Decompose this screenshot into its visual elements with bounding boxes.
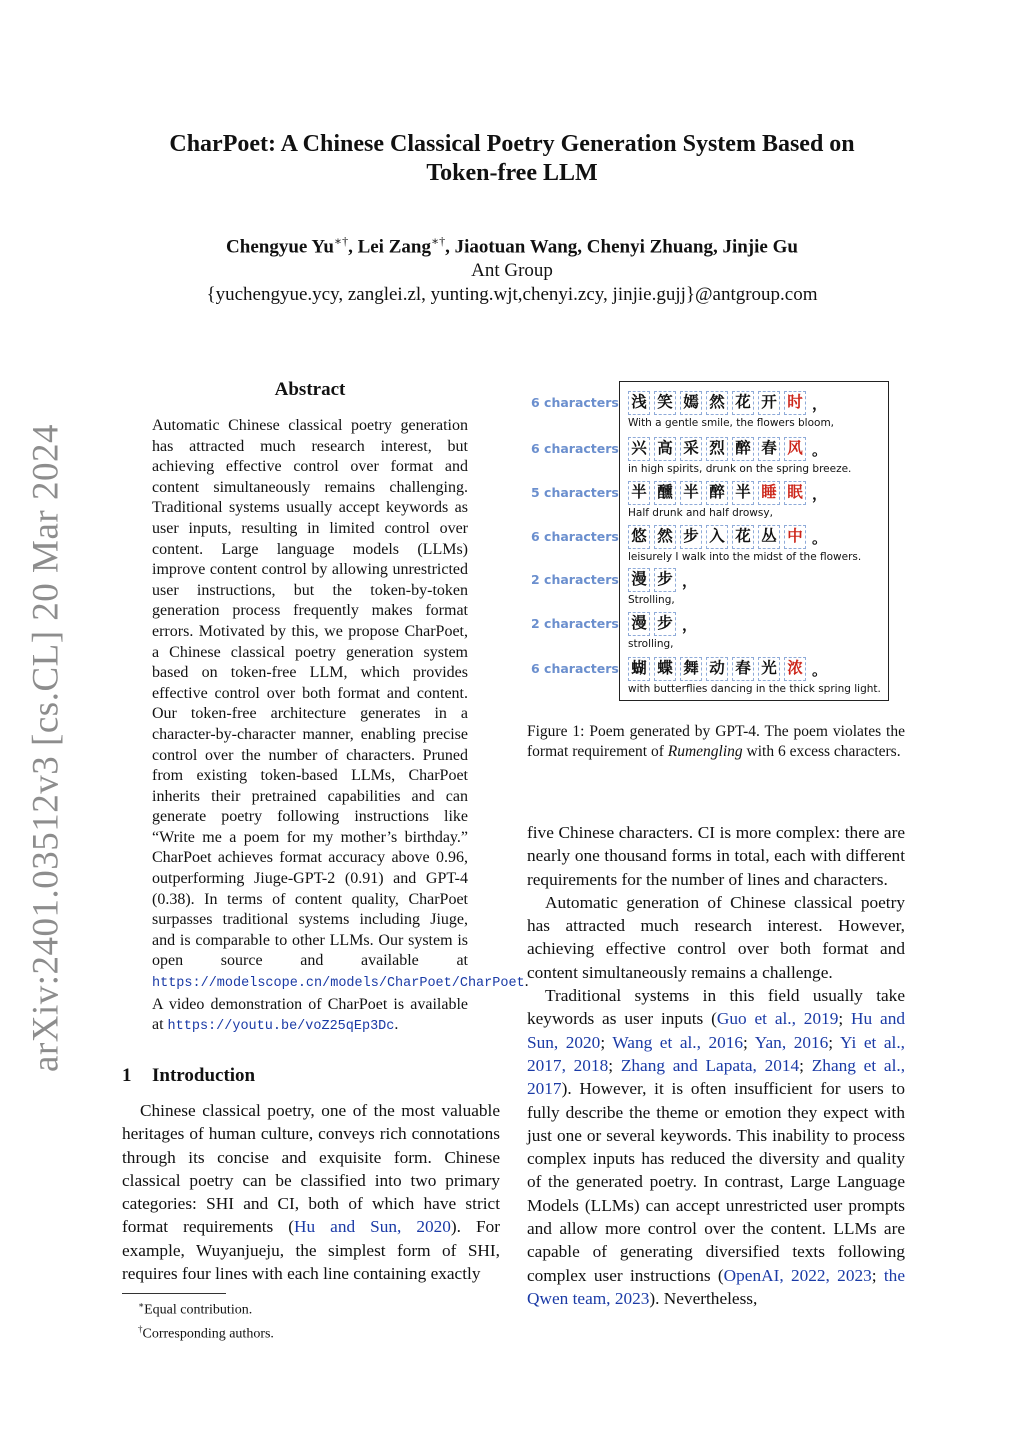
poem-character: 嫣 (680, 391, 702, 415)
footnotes (138, 1296, 274, 1343)
punctuation: ， (682, 571, 698, 590)
citation-qwen-2023[interactable]: the Qwen team, 2023 (527, 1265, 905, 1308)
author-block (0, 229, 1024, 307)
text-run: Traditional systems in this field usually take keywords as user inputs ( (527, 986, 905, 1029)
poem-character: 蝴 (628, 657, 650, 681)
excess-character: 时 (784, 391, 806, 415)
poem-characters (628, 567, 697, 593)
line-1-char-count-label: 6 characters (531, 395, 619, 410)
youtube-link[interactable]: https://youtu.be/voZ25qEp3Dc (167, 1019, 395, 1035)
citation-hu-sun-2020[interactable]: Hu and Sun, 2020 (294, 1217, 451, 1237)
excess-character: 浓 (784, 657, 806, 681)
paper-title (0, 130, 1024, 188)
poem-line-4 (628, 524, 861, 563)
poem-character: 然 (654, 525, 676, 549)
poem-line-1 (628, 390, 834, 429)
poem-character: 春 (732, 657, 754, 681)
author-1: Chengyue Yu (226, 236, 334, 258)
footnote-equal-contribution (138, 1296, 274, 1320)
author-names: Chengyue Yu∗†, Lei Zang∗†, Jiaotuan Wang, Chenyi Zhuang, Jinjie Gu (226, 234, 798, 258)
caption-text-b: with 6 excess characters. (742, 743, 901, 761)
affiliation: Ant Group (471, 260, 553, 282)
author-1-marks: ∗† (333, 234, 349, 248)
poem-character: 悠 (628, 525, 650, 549)
translation: strolling, (628, 638, 674, 650)
poem-characters (628, 390, 834, 416)
poem-character: 光 (758, 657, 780, 681)
paragraph-automatic-generation: Automatic generation of Chinese classical poetry has attracted much research interest. However, achieving effective control over both format and content simultaneously remains a challenge. (527, 892, 905, 982)
other-authors: Jiaotuan Wang, Chenyi Zhuang, Jinjie Gu (454, 236, 798, 258)
line-6-char-count-label: 2 characters (531, 616, 619, 631)
punctuation: 。 (812, 528, 828, 547)
poem-character: 醺 (654, 481, 676, 505)
poem-character: 然 (706, 391, 728, 415)
translation: in high spirits, drunk on the spring breeze. (628, 463, 852, 475)
footnote-corresponding (138, 1320, 274, 1344)
citation-wang-2016[interactable]: Wang et al., 2016 (612, 1032, 744, 1052)
citation-yi-2017-2018[interactable]: Yi et al., 2017, 2018 (527, 1032, 905, 1075)
poem-character: 蝶 (654, 657, 676, 681)
abstract-body (152, 416, 529, 1038)
poem-character: 丛 (758, 525, 780, 549)
citation-hu-sun-2020-b[interactable]: Hu and Sun, 2020 (527, 1009, 905, 1052)
punctuation: ， (812, 394, 828, 413)
punctuation: 。 (812, 440, 828, 459)
line-4-char-count-label: 6 characters (531, 529, 619, 544)
poem-character: 醉 (706, 481, 728, 505)
arxiv-stamp (0, 0, 92, 1448)
caption-form-name: Rumengling (667, 743, 743, 761)
poem-line-3 (628, 480, 827, 519)
paragraph-forms: five Chinese characters. CI is more complex: there are nearly one thousand forms in total, each with different requirements for the number of lines and characters. (527, 823, 905, 889)
figure-line-labels (531, 381, 621, 699)
author-2-marks: ∗† (430, 234, 446, 248)
author-emails: {yuchengyue.ycy, zanglei.zl, yunting.wjt,chenyi.zcy, jinjie.gujj}@antgroup.com (206, 284, 818, 306)
poem-characters (628, 480, 827, 506)
poem-character: 开 (758, 391, 780, 415)
poem-character: 高 (654, 437, 676, 461)
poem-character: 浅 (628, 391, 650, 415)
citation-guo-2019[interactable]: Guo et al., 2019 (716, 1009, 839, 1029)
poem-character: 花 (732, 391, 754, 415)
paragraph-traditional-systems: Traditional systems in this field usually take keywords as user inputs (Guo et al., 2019; Hu and Sun, 2020; Wang et al., 2016; Yan, 2016; Yi et al., 2017, 2018; Zhang and Lapata, 2014; Zhang et al., 2017). However, it is often insufficient for users to fully describe the theme or emotion they expect with just one or several keywords. This inability to process complex inputs has reduced the diversity and quality of the generated poetry. In contrast, Large Language Models (LLMs) can accept unrestricted user prompts and allow more control over the content. LLMs are capable of generating diversified texts following complex user instructions (OpenAI, 2022, 2023; the Qwen team, 2023). Nevertheless, (527, 986, 906, 1308)
poem-line-2 (628, 436, 851, 475)
modelscope-link[interactable]: https://modelscope.cn/models/CharPoet/CharPoet (152, 976, 525, 992)
poem-character: 笑 (654, 391, 676, 415)
poem-character: 舞 (680, 657, 702, 681)
excess-character: 眠 (784, 481, 806, 505)
poem-character: 春 (758, 437, 780, 461)
line-5-char-count-label: 2 characters (531, 572, 619, 587)
right-column-text (527, 821, 905, 1310)
intro-paragraph (122, 1099, 500, 1285)
abstract-heading: Abstract (274, 379, 346, 400)
poem-characters (628, 611, 697, 637)
author-2: Lei Zang (357, 236, 431, 258)
citation-zhang-2017[interactable]: Zhang et al., 2017 (527, 1055, 906, 1099)
abstract-text-mid: . A video demonstration of CharPoet is available at (152, 973, 529, 1034)
poem-line-5 (628, 567, 697, 606)
punctuation: ， (682, 615, 698, 634)
poem-characters (628, 656, 881, 682)
poem-character: 动 (706, 657, 728, 681)
poem-character: 半 (680, 481, 702, 505)
arxiv-id: arXiv:2401.03512v3 [cs.CL] 20 Mar 2024 (25, 424, 67, 1072)
poem-character: 步 (654, 612, 676, 636)
figure-caption (527, 722, 905, 763)
translation: With a gentle smile, the flowers bloom, (628, 417, 835, 429)
line-3-char-count-label: 5 characters (531, 485, 619, 500)
title-line-1: CharPoet: A Chinese Classical Poetry Generation System Based on (169, 131, 855, 157)
poem-character: 醉 (732, 437, 754, 461)
punctuation: ， (812, 484, 828, 503)
poem-character: 半 (628, 481, 650, 505)
line-2-char-count-label: 6 characters (531, 441, 619, 456)
abstract-text-end: . (394, 1016, 399, 1034)
poem-character: 采 (680, 437, 702, 461)
poem-character: 烈 (706, 437, 728, 461)
title-line-2: Token-free LLM (426, 160, 598, 186)
poem-character: 兴 (628, 437, 650, 461)
poem-character: 步 (680, 525, 702, 549)
caption-text-a: Figure 1: Poem generated by GPT-4. The poem violates the format requirement of (527, 723, 905, 761)
figure-poem (619, 381, 889, 701)
footnote-divider (122, 1293, 226, 1294)
poem-character: 入 (706, 525, 728, 549)
citation-openai[interactable]: OpenAI, 2022, 2023 (723, 1265, 872, 1285)
footnote-text-1: Equal contribution. (144, 1302, 253, 1318)
translation: with butterflies dancing in the thick spring light. (628, 683, 881, 695)
intro-text-a: Chinese classical poetry, one of the most valuable heritages of human culture, conveys rich connotations through its concise and exquisite form. Chinese classical poetry can be classified into two primary categories: SHI and CI, both of which have strict format requirements ( (122, 1101, 500, 1237)
text-run: ). Nevertheless, (649, 1288, 758, 1308)
footnote-mark-2: † (138, 1323, 143, 1334)
poem-character: 半 (732, 481, 754, 505)
citation-yan-2016[interactable]: Yan, 2016 (754, 1032, 829, 1052)
poem-character: 步 (654, 568, 676, 592)
poem-character: 漫 (628, 612, 650, 636)
translation: Half drunk and half drowsy, (628, 507, 773, 519)
line-7-char-count-label: 6 characters (531, 661, 619, 676)
poem-character: 漫 (628, 568, 650, 592)
excess-character: 风 (784, 437, 806, 461)
poem-characters (628, 436, 851, 462)
section-heading-introduction (122, 1065, 255, 1087)
poem-line-7 (628, 656, 881, 695)
text-run: ). However, it is often insufficient for users to fully describe the theme or emotion they expect with just one or several keywords. This inability to process complex inputs has reduced the diversity and quality of the generated poetry. In contrast, Large Language Models (LLMs) can accept unrestricted user prompts and allow more control over the content. LLMs are capable of generating diversified texts following complex user instructions ( (527, 1079, 905, 1285)
footnote-text-2: Corresponding authors. (142, 1326, 274, 1342)
citation-zhang-lapata-2014[interactable]: Zhang and Lapata, 2014 (620, 1055, 800, 1075)
poem-line-6 (628, 611, 697, 650)
section-number: 1 (122, 1065, 132, 1086)
excess-character: 睡 (758, 481, 780, 505)
poem-characters (628, 524, 861, 550)
excess-character: 中 (784, 525, 806, 549)
section-title: Introduction (152, 1065, 256, 1086)
translation: Strolling, (628, 594, 675, 606)
translation: leisurely I walk into the midst of the flowers. (628, 551, 862, 563)
abstract-text: Automatic Chinese classical poetry generation has attracted much research interest, but achieving effective control over format and content simultaneously remains challenging. Traditional systems usually accept keywords as user inputs, resulting in limited control over content. Large language models (LLMs) improve content control by allowing unrestricted user instructions, but the token-by-token generation process frequently makes format errors. Motivated by this, we propose CharPoet, a Chinese classical poetry generation system based on token-free LLM, which provides effective control over both format and content. Our token-free architecture generates in a character-by-character manner, enabling precise control over the number of characters. Pruned from existing token-based LLMs, CharPoet inherits their pretrained capabilities and can generate poetry following instructions like “Write me a poem for my mother’s birthday.” CharPoet achieves format accuracy above 0.96, outperforming Jiuge-GPT-2 (0.91) and GPT-4 (0.38). In terms of content quality, CharPoet surpasses traditional systems including Jiuge, and is comparable to other LLMs. Our system is open source and available at (152, 417, 468, 970)
intro-text-b: ). For example, Wuyanjueju, the simplest form of SHI, requires four lines with each line containing exactly (122, 1217, 501, 1284)
poem-character: 花 (732, 525, 754, 549)
footnote-mark-1: ∗ (138, 1300, 145, 1310)
punctuation: 。 (812, 660, 828, 679)
